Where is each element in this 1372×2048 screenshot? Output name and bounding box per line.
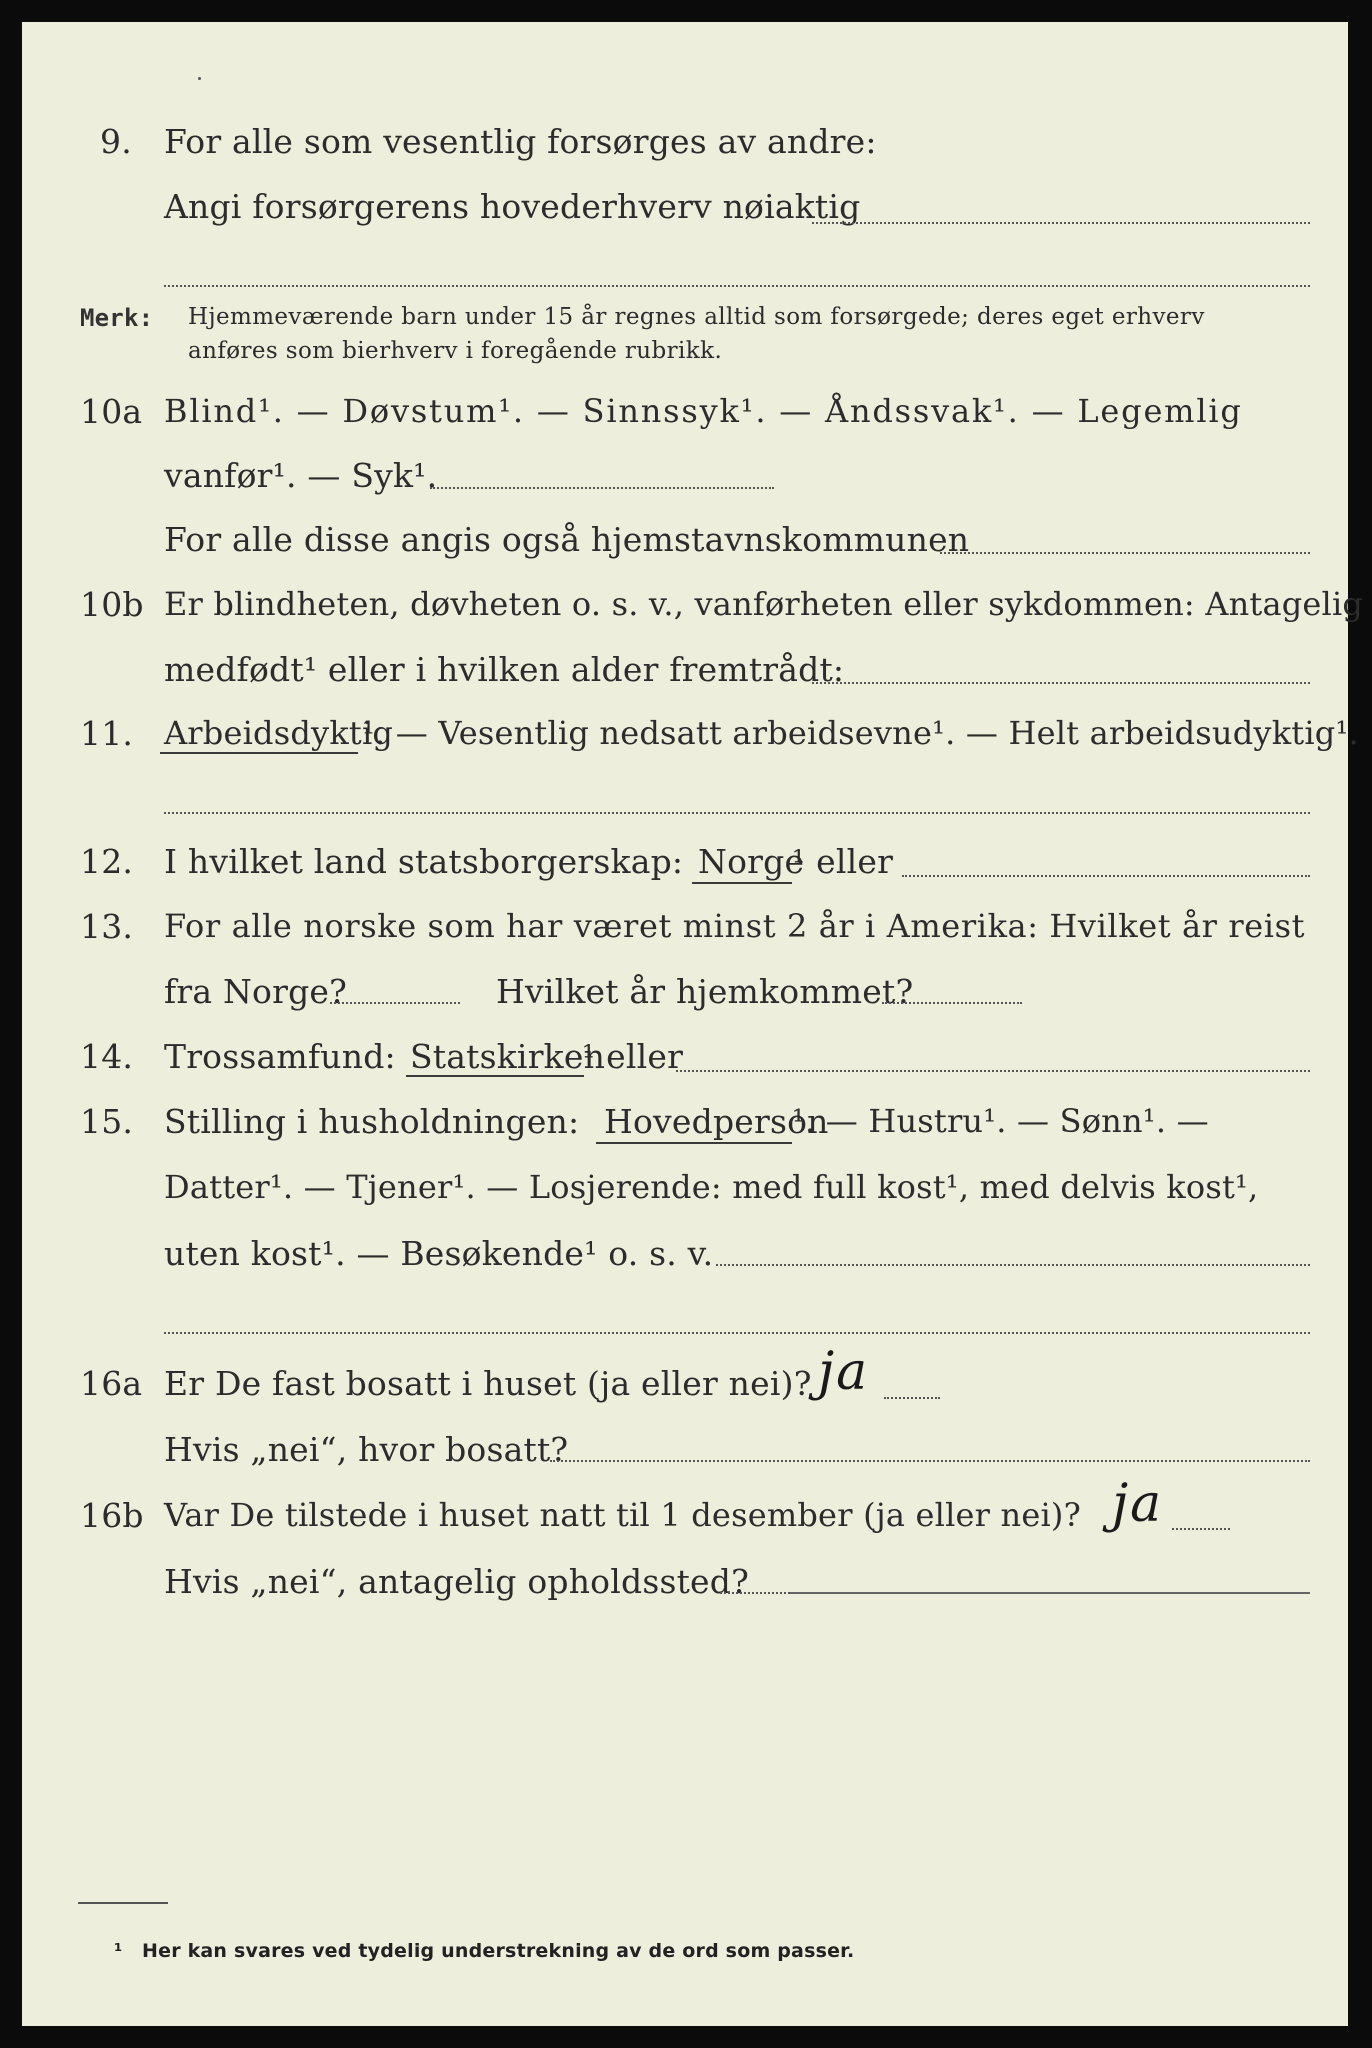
q12-option-norge: Norge — [698, 842, 805, 881]
merk-label: Merk: — [80, 304, 154, 332]
q15-line2: Datter¹. — Tjener¹. — Losjerende: med full kost¹, med delvis kost¹, — [164, 1168, 1259, 1206]
q15-number: 15. — [80, 1102, 134, 1141]
q12-number: 12. — [80, 842, 134, 881]
q11-option-arbeidsdyktig: Arbeidsdyktig — [164, 714, 394, 752]
q15-answer-line — [716, 1264, 1310, 1266]
q15-line3: uten kost¹. — Besøkende¹ o. s. v. — [164, 1234, 714, 1273]
q9-number: 9. — [100, 122, 132, 161]
paper-speck — [198, 77, 201, 80]
q16b-stay-line — [720, 1592, 790, 1594]
q16a-line2: Hvis „nei“, hvor bosatt? — [164, 1430, 569, 1469]
q11-rest: ¹. — Vesentlig nedsatt arbeidsevne¹. — Helt arbeidsudyktig¹. — [362, 714, 1359, 752]
q10a-home-municipality-line — [940, 552, 1310, 554]
q11-underline-arbeidsdyktig — [160, 752, 358, 754]
q14-answer-line — [676, 1070, 1310, 1072]
merk-line1: Hjemmeværende barn under 15 år regnes alltid som forsørgede; deres eget erhverv — [188, 304, 1205, 330]
q16b-stay-line-2 — [790, 1592, 1310, 1594]
q12-underline-norge — [692, 882, 792, 884]
q14-number: 14. — [80, 1037, 134, 1076]
q10b-line2: medfødt¹ eller i hvilken alder fremtrådt: — [164, 650, 845, 689]
q12-answer-line — [902, 875, 1310, 877]
q13-returned-line — [882, 1002, 1022, 1004]
q14-prefix: Trossamfund: — [164, 1037, 396, 1076]
q16a-line1: Er De fast bosatt i huset (ja eller nei)? — [164, 1364, 812, 1403]
q14-underline-statskirken — [406, 1075, 584, 1077]
q13-emigrated-line — [330, 1002, 460, 1004]
q14-option-statskirken: Statskirken — [410, 1037, 606, 1076]
q15-prefix: Stilling i husholdningen: — [164, 1102, 580, 1141]
q16b-number: 16b — [80, 1496, 144, 1535]
q13-line2-returned: Hvilket år hjemkommet? — [496, 972, 914, 1011]
q11-number: 11. — [80, 714, 134, 753]
q16a-answer-line — [884, 1397, 940, 1399]
q12-prefix: I hvilket land statsborgerskap: — [164, 842, 684, 881]
q9-answer-line-2 — [164, 285, 1310, 287]
q10b-number: 10b — [80, 585, 144, 624]
q16a-handwritten-answer: ja — [818, 1342, 870, 1402]
q16a-number: 16a — [80, 1364, 143, 1403]
q9-answer-line — [812, 222, 1310, 224]
q15-underline-hovedperson — [596, 1142, 792, 1144]
form-content — [22, 22, 1364, 2026]
q15-option-hovedperson: Hovedperson — [604, 1102, 829, 1141]
q14-suffix: ¹ eller — [582, 1037, 684, 1076]
footnote-separator — [78, 1902, 168, 1904]
q12-suffix: ¹ eller — [792, 842, 894, 881]
merk-line2: anføres som bierhverv i foregående rubrikk. — [188, 338, 723, 364]
footnote-mark: ¹ — [114, 1940, 123, 1962]
q16b-line2: Hvis „nei“, antagelig opholdssted? — [164, 1562, 749, 1601]
q11-answer-line — [164, 812, 1310, 814]
q10a-number: 10a — [80, 392, 143, 431]
q15-answer-line-2 — [164, 1332, 1310, 1334]
footnote-text: Her kan svares ved tydelig understrekning av de ord som passer. — [142, 1940, 855, 1962]
q10a-line1: Blind¹. — Døvstum¹. — Sinnssyk¹. — Åndssvak¹. — Legemlig — [164, 392, 1243, 430]
q10b-answer-line — [812, 682, 1310, 684]
q9-line1: For alle som vesentlig forsørges av andre: — [164, 122, 877, 161]
q16b-handwritten-answer: ja — [1112, 1474, 1164, 1534]
q10a-line2: vanfør¹. — Syk¹. — [164, 456, 438, 495]
q10a-line3: For alle disse angis også hjemstavnskommunen — [164, 520, 970, 559]
q9-line2: Angi forsørgerens hovederhverv nøiaktig — [164, 187, 861, 226]
q10a-answer-line — [430, 487, 774, 489]
q16b-line1: Var De tilstede i huset natt til 1 desember (ja eller nei)? — [164, 1496, 1081, 1534]
q15-suffix: ¹. — Hustru¹. — Sønn¹. — — [792, 1102, 1209, 1140]
q16b-answer-line — [1172, 1528, 1230, 1530]
census-form-page — [22, 22, 1364, 2026]
q13-line1: For alle norske som har været minst 2 år i Amerika: Hvilket år reist — [164, 907, 1306, 945]
q10b-line1: Er blindheten, døvheten o. s. v., vanførheten eller sykdommen: Antagelig — [164, 585, 1364, 623]
q13-line2-emigrated: fra Norge? — [164, 972, 348, 1011]
q16a-residence-line — [550, 1460, 1310, 1462]
q13-number: 13. — [80, 907, 134, 946]
